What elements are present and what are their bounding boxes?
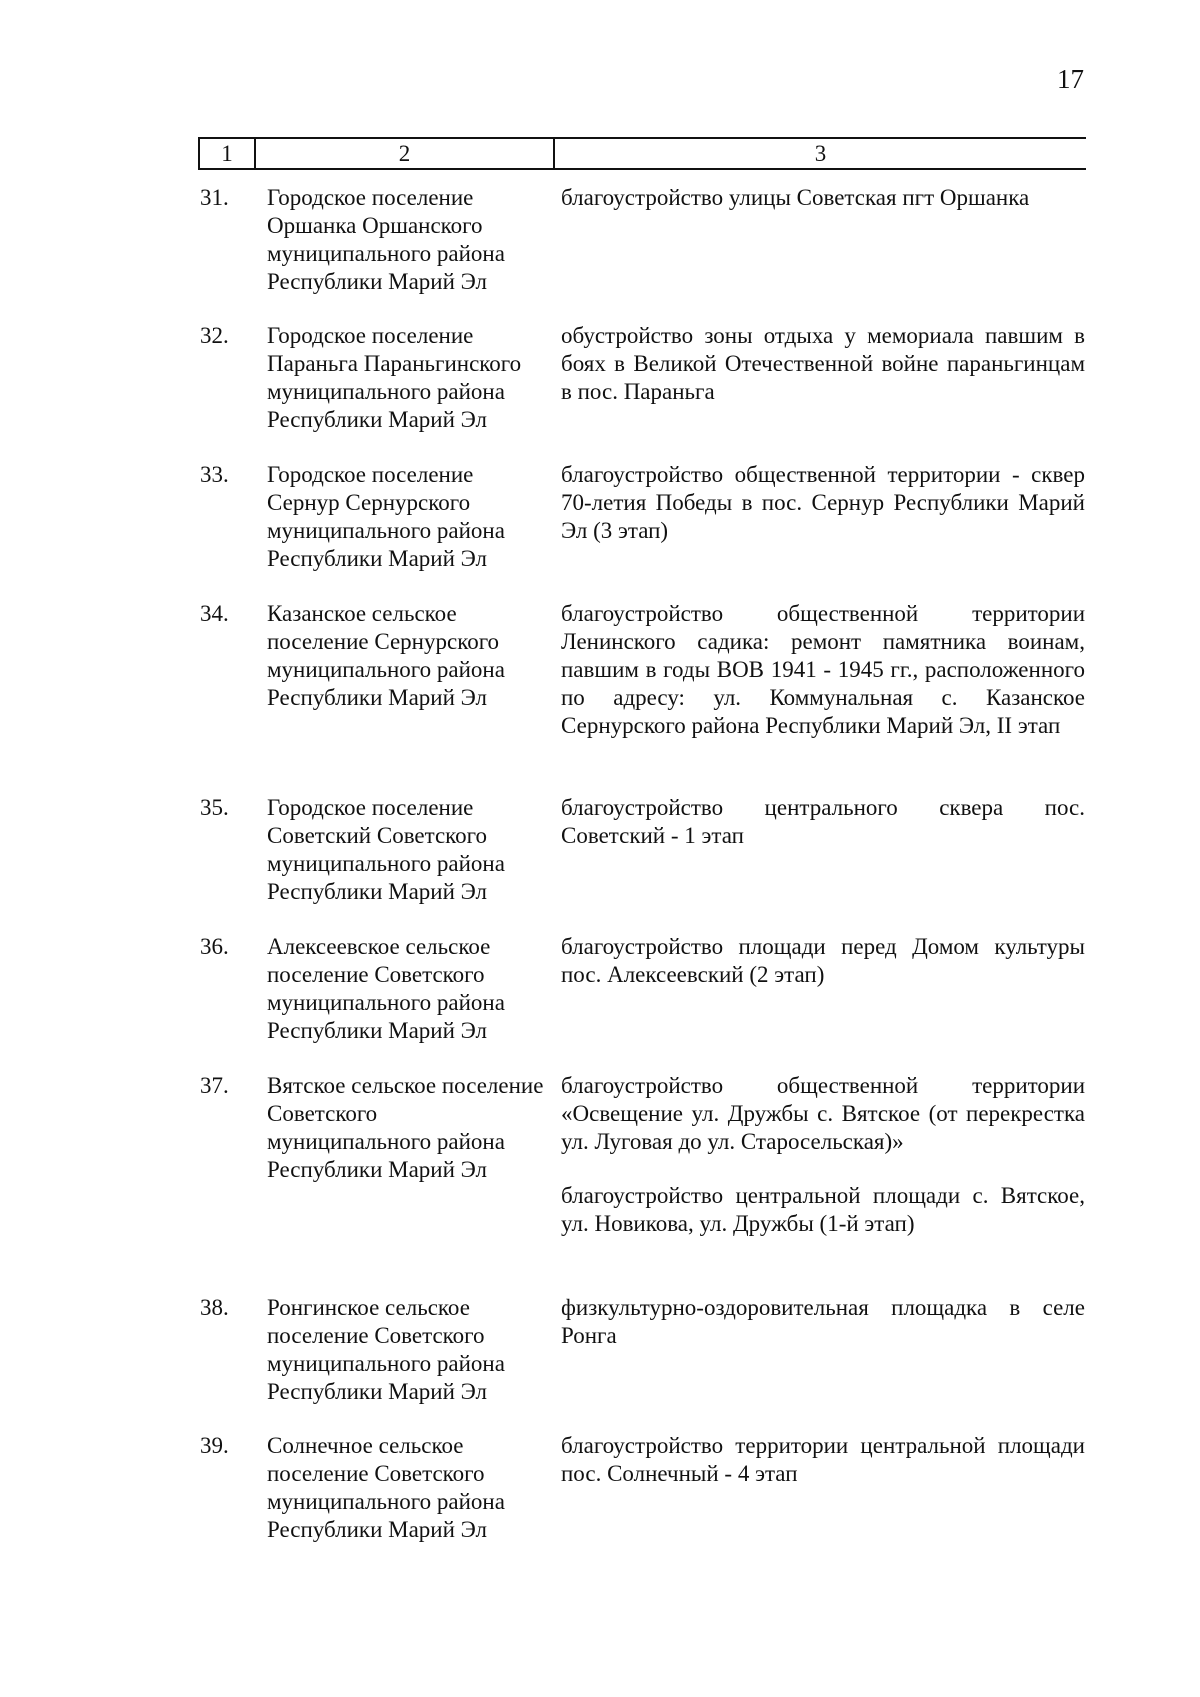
settlement-name: Городское поселение Оршанка Оршанского муниципального района Республики Марий Эл [267,185,505,294]
settlement-name: Городское поселение Сернур Сернурского муниципального района Республики Марий Эл [267,462,505,571]
row-number: 38. [200,1295,229,1320]
settlement-name: Городское поселение Советский Советского муниципального района Республики Марий Эл [267,795,505,904]
header-col-3: 3 [814,141,827,166]
row-number: 34. [200,601,229,626]
settlement-name: Казанское сельское поселение Сернурского муниципального района Республики Марий Эл [267,601,505,710]
row-number: 31. [200,185,229,210]
project-item: благоустройство центрального сквера пос. Советский - 1 этап [561,795,1085,848]
header-top-rule [198,137,1086,139]
row-number: 39. [200,1433,229,1458]
row-number: 37. [200,1073,229,1098]
header-bottom-rule [198,168,1086,170]
project-description [561,933,1085,989]
header-col-1: 1 [221,141,233,166]
project-description [561,794,1085,850]
project-description [561,322,1085,406]
settlement-name: Городское поселение Параньга Параньгинского муниципального района Республики Марий Эл [267,323,522,432]
project-description [561,461,1085,545]
project-item: обустройство зоны отдыха у мемориала павшим в боях в Великой Отечественной войне параньгинцам в пос. Параньга [561,323,1085,404]
project-description [561,184,1085,212]
page-number: 17 [1057,64,1084,94]
project-item: благоустройство общественной территории «Освещение ул. Дружбы с. Вятское (от перекрестка ул. Луговая до ул. Старосельская)» [561,1073,1085,1154]
settlement-name: Ронгинское сельское поселение Советского муниципального района Республики Марий Эл [267,1295,505,1404]
header-col-2: 2 [398,141,411,166]
project-description [561,600,1085,740]
row-number: 35. [200,795,229,820]
project-description [561,1294,1085,1350]
row-number: 32. [200,323,229,348]
settlement-name: Солнечное сельское поселение Советского муниципального района Республики Марий Эл [267,1433,505,1542]
project-item: благоустройство центральной площади с. Вятское, ул. Новикова, ул. Дружбы (1-й этап) [561,1183,1085,1236]
project-item: благоустройство общественной территории Ленинского садика: ремонт памятника воинам, павшим в годы ВОВ 1941 - 1945 гг., расположенного по адресу: ул. Коммунальная с. Казанское Сернурского района Республики Марий Эл, II этап [561,601,1085,738]
settlement-name: Алексеевское сельское поселение Советского муниципального района Республики Марий Эл [267,934,505,1043]
project-item: благоустройство площади перед Домом культуры пос. Алексеевский (2 этап) [561,934,1085,987]
project-description [561,1072,1085,1238]
project-item: благоустройство территории центральной площади пос. Солнечный - 4 этап [561,1433,1085,1486]
project-description [561,1432,1085,1488]
table-header [198,137,1086,170]
row-number: 36. [200,934,229,959]
project-item: благоустройство улицы Советская пгт Оршанка [561,185,1030,210]
project-item: благоустройство общественной территории - сквер 70-летия Победы в пос. Сернур Республики Марий Эл (3 этап) [561,462,1085,543]
project-item: физкультурно-оздоровительная площадка в селе Ронга [561,1295,1085,1348]
settlement-name: Вятское сельское поселение Советского муниципального района Республики Марий Эл [267,1073,544,1182]
row-number: 33. [200,462,229,487]
